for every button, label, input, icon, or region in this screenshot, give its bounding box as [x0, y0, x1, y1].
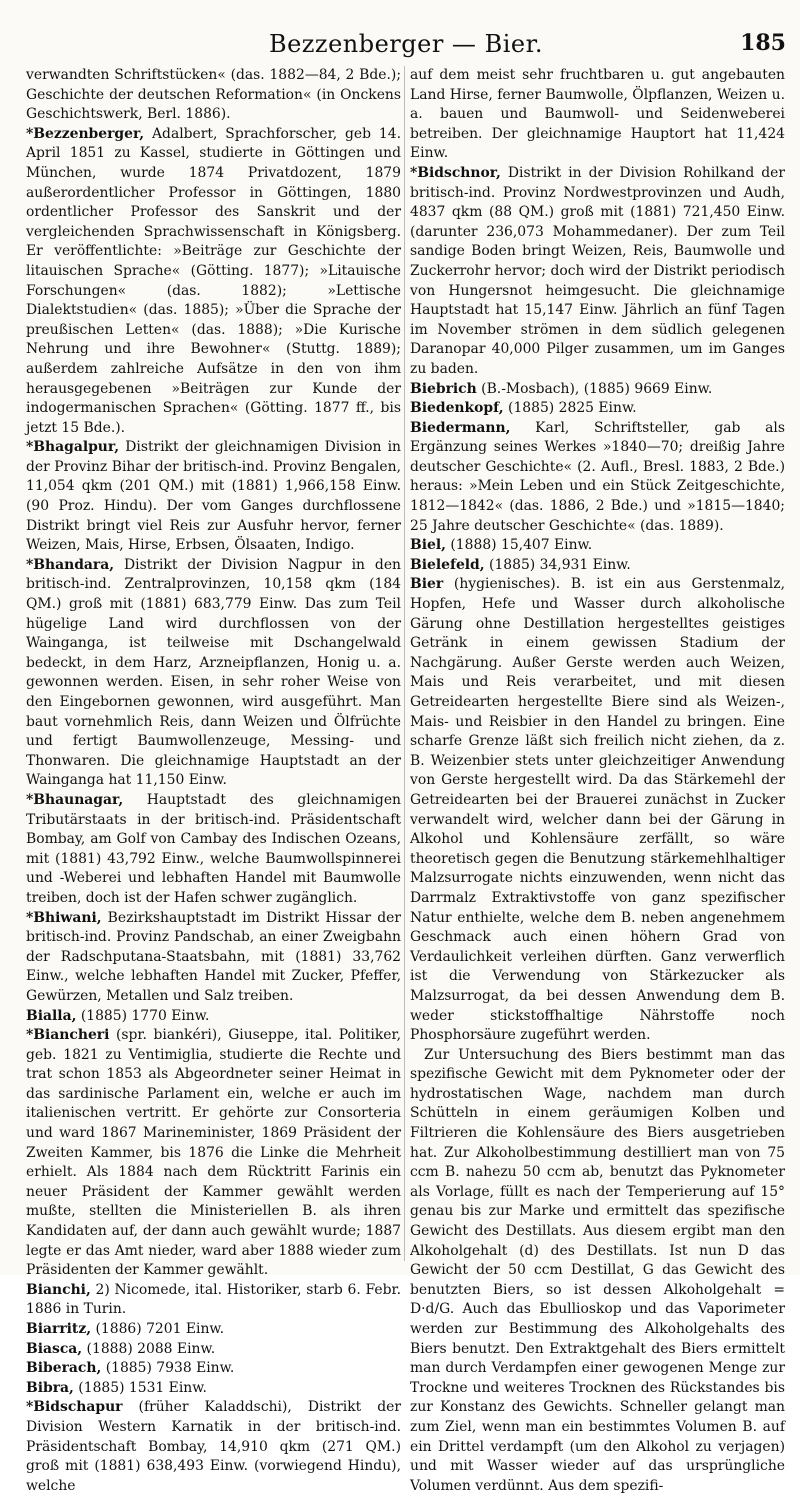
- entry-text: Distrikt in der Division Rohilkand der britisch-ind. Provinz Nordwestprovinzen und Audh, 4837 qkm (88 QM.) groß mit (1881) 721,450 Einw. (darunter 236,073 Mohammedaner). Der zum Teil sandige Boden bringt Weizen, Reis, Baumwolle und Zuckerrohr hervor; doch wird der Distrikt periodisch von Hungersnot heimgesucht. Die gleichnamige Hauptstadt hat 15,147 Einw. Jährlich an fünf Tagen im November strömen in dem südlich gelegenen Daranopar 40,000 Pilger zusammen, um im Ganges zu baden.: [410, 164, 785, 377]
- page-header: [26, 30, 786, 64]
- entry-text: auf dem meist sehr fruchtbaren u. gut angebauten Land Hirse, ferner Baumwolle, Ölpflanzen, Weizen u. a. bauen und Baumwoll- und Seidenweberei betreiben. Der gleichnamige Hauptort hat 11,424 Einw.: [410, 67, 785, 162]
- entry-text: (1885) 34,931 Einw.: [484, 556, 631, 573]
- entry-paragraph: [410, 575, 785, 1045]
- entry-paragraph: [26, 438, 401, 556]
- entry-text: (1888) 2088 Einw.: [82, 1340, 216, 1357]
- entry-paragraph: [26, 1340, 401, 1360]
- entry-paragraph: [26, 1320, 401, 1340]
- entry-text: Distrikt der Division Nagpur in den britisch-ind. Zentralprovinzen, 10,158 qkm (184 QM.) groß mit (1881) 683,779 Einw. Das zum Teil hügelige Land wird durchflossen von der Wainganga, ist teilweise mit Dschangelwald bedeckt, in dem Harz, Arzneipflanzen, Honig u. a. gewonnen werden. Eisen, in sehr roher Weise von den Eingebornen gewonnen, wird ausgeführt. Man baut vornehmlich Reis, dann Weizen und Ölfrüchte und fertigt Baumwollenzeuge, Messing- und Thonwaren. Die gleichnamige Hauptstadt an der Wainganga hat 11,150 Einw.: [26, 556, 401, 789]
- entry-headword: *Bidschapur: [26, 1399, 123, 1416]
- entry-text: (hygienisches). B. ist ein aus Gerstenmalz, Hopfen, Hefe und Wasser durch alkoholische Gärung ohne Destillation hergestelltes geistiges Getränk in einem gewissen Stadium der Nachgärung. Außer Gerste werden auch Weizen, Mais und Reis verarbeitet, und mit diesen Getreidearten hergestellte Biere sind als Weizen-, Mais- und Reisbier in den Handel zu bringen. Eine scharfe Grenze läßt sich freilich nicht ziehen, da z. B. Weizenbier stets unter gleichzeitiger Anwendung von Gerste hergestellt wird. Da das Stärkemehl der Getreidearten bei der Brauerei zunächst in Zucker verwandelt wird, welcher dann bei der Gärung in Alkohol und Kohlensäure zerfällt, so wäre theoretisch gegen die Benutzung stärkemehlhaltiger Malzsurrogate nichts einzuwenden, wenn nicht das Darrmalz Extraktivstoffe von ganz spezifischer Natur enthielte, welche dem B. neben angenehmem Geschmack auch einen höhern Grad von Verdaulichkeit verleihen dürften. Ganz verwerflich ist die Verwendung von Stärkezucker als Malzsurrogat, da bei dessen Anwendung dem B. weder stickstoffhaltige Nährstoffe noch Phosphorsäure zugeführt werden.: [410, 576, 785, 1044]
- entry-text: (spr. biankéri), Giuseppe, ital. Politiker, geb. 1821 zu Ventimiglia, studierte die Rechte und trat schon 1853 als Abgeordneter seiner Heimat in das sardinische Parlament ein, welche er auch im italienischen vertritt. Er gehörte zur Consorteria und ward 1867 Marineminister, 1869 Präsident der Zweiten Kammer, bis 1876 die Linke die Mehrheit erhielt. Als 1884 nach dem Rücktritt Farinis ein neuer Präsident der Kammer gewählt werden mußte, stellten die Ministeriellen B. als ihren Kandidaten auf, der dann auch gewählt wurde; 1887 legte er das Amt nieder, ward aber 1888 wieder zum Präsidenten der Kammer gewählt.: [26, 1027, 401, 1279]
- entry-headword: Biel,: [410, 537, 446, 554]
- entry-headword: *Bidschnor,: [410, 164, 501, 181]
- entry-text: (1888) 15,407 Einw.: [445, 537, 593, 554]
- entry-paragraph: [26, 1026, 401, 1281]
- entry-headword: *Biancheri: [26, 1027, 110, 1044]
- entry-headword: Biarritz,: [26, 1321, 92, 1337]
- entry-headword: *Bhiwani,: [26, 909, 102, 926]
- entry-text: Karl, Schriftsteller, gab als Ergänzung seines Werkes »1840—70; dreißig Jahre deutscher Geschichte« (2. Aufl., Bresl. 1883, 2 Bde.) heraus: »Mein Leben und ein Stück Zeitgeschichte, 1812—1842« (das. 1886, 2 Bde.) und »1815—1840; 25 Jahre deutscher Geschichte« (das. 1889).: [410, 419, 785, 534]
- entry-paragraph: [26, 125, 401, 439]
- entry-text: Adalbert, Sprachforscher, geb 14. April 1851 zu Kassel, studierte in Göttingen und München, wurde 1874 Privatdozent, 1879 außerordentlicher Professor in Göttingen, 1880 ordentlicher Professor des Sanskrit und der vergleichenden Sprachwissenschaft in Königsberg. Er veröffentlichte: »Beiträge zur Geschichte der litauischen Sprache« (Götting. 1877); »Litauische Forschungen« (das. 1882); »Lettische Dialektstudien« (das. 1885); »Über die Sprache der preußischen Letten« (das. 1888); »Die Kurische Nehrung und ihre Bewohner« (Stuttg. 1889); außerdem zahlreiche Aufsätze in den von ihm herausgegebenen »Beiträgen zur Kunde der indogermanischen Sprachen« (Götting. 1877 ff., bis jetzt 15 Bde.).: [26, 125, 401, 436]
- entry-headword: Biberach,: [26, 1360, 102, 1377]
- entry-paragraph: [410, 1046, 785, 1496]
- entry-paragraph: [26, 1379, 401, 1399]
- entry-headword: *Bhandara,: [26, 556, 115, 573]
- entry-text: (früher Kaladdschi), Distrikt der Division Western Karnatik in der britisch-ind. Präsidentschaft Bombay, 14,910 qkm (271 QM.) groß mit (1881) 638,493 Einw. (vorwiegend Hindu), welche: [26, 1399, 401, 1494]
- entry-headword: Biedenkopf,: [410, 400, 504, 417]
- entry-text: 2) Nicomede, ital. Historiker, starb 6. Febr. 1886 in Turin.: [26, 1281, 401, 1318]
- entry-headword: *Bhagalpur,: [26, 439, 120, 456]
- entry-headword: Bianchi,: [26, 1281, 91, 1298]
- page-number: 185: [740, 30, 786, 56]
- entry-text: (1885) 1770 Einw.: [76, 1007, 210, 1024]
- entry-paragraph: [26, 1359, 401, 1379]
- entry-headword: Bibra,: [26, 1379, 74, 1396]
- left-column: [26, 66, 401, 1494]
- entry-headword: *Bezzenberger,: [26, 125, 145, 142]
- entry-headword: Biedermann,: [410, 419, 511, 436]
- entry-text: Bezirkshauptstadt im Distrikt Hissar der britisch-ind. Provinz Pandschab, an einer Zweigbahn der Radschputana-Staatsbahn, mit (1881) 33,762 Einw., welche lebhaften Handel mit Zucker, Pfeffer, Gewürzen, Metallen und Salz treiben.: [26, 909, 401, 1004]
- entry-text: (B.-Mosbach), (1885) 9669 Einw.: [476, 380, 713, 397]
- entry-text: (1886) 7201 Einw.: [91, 1321, 225, 1337]
- entry-text: (1885) 2825 Einw.: [503, 400, 637, 417]
- entry-paragraph: [26, 791, 401, 909]
- entry-paragraph: [410, 66, 785, 164]
- entry-paragraph: [410, 399, 785, 419]
- entry-text: Zur Untersuchung des Biers bestimmt man das spezifische Gewicht mit dem Pyknometer oder der hydrostatischen Wage, nachdem man durch Schütteln in einem geräumigen Kolben und Filtrieren die Kohlensäure des Biers ausgetrieben hat. Zur Alkoholbestimmung destilliert man von 75 ccm B. nahezu 50 ccm ab, benutzt das Pyknometer als Vorlage, füllt es nach der Temperierung auf 15° genau bis zur Marke und ermittelt das spezifische Gewicht des Destillats. Aus diesem ergibt man den Alkoholgehalt (d) des Destillats. Ist nun D das Gewicht der 50 ccm Destillat, G das Gewicht des benutzten Biers, so ist dessen Alkoholgehalt = D·d/G. Auch das Ebullioskop und das Vaporimeter werden zur Bestimmung des Alkoholgehalts des Biers benutzt. Den Extraktgehalt des Biers ermittelt man durch Verdampfen einer gewogenen Menge zur Trockne und weiteres Trocknen des Rückstandes bis zur Konstanz des Gewichts. Schneller gelangt man zum Ziel, wenn man ein bestimmtes Volumen B. auf ein Drittel verdampft (um den Alkohol zu verjagen) und mit Wasser wieder auf das ursprüngliche Volumen verdünnt. Aus dem spezifi-: [410, 1046, 785, 1494]
- entry-headword: *Bhaunagar,: [26, 791, 124, 808]
- entry-text: Hauptstadt des gleichnamigen Tributärstaats in der britisch-ind. Präsidentschaft Bombay, am Golf von Cambay des Indischen Ozeans, mit (1881) 43,792 Einw., welche Baumwollspinnerei und -Weberei und lebhaften Handel mit Baumwolle treiben, doch ist der Hafen schwer zugänglich.: [26, 791, 401, 906]
- entry-paragraph: [26, 909, 401, 1007]
- running-head: Bezzenberger — Bier.: [268, 30, 544, 58]
- entry-headword: Biasca,: [26, 1340, 83, 1357]
- entry-text: verwandten Schriftstücken« (das. 1882—84, 2 Bde.); Geschichte der deutschen Reformation« (in Onckens Geschichtswerk, Berl. 1886).: [26, 67, 401, 123]
- entry-paragraph: [410, 556, 785, 576]
- right-column: [410, 66, 785, 1494]
- entry-paragraph: [26, 1007, 401, 1027]
- entry-paragraph: [410, 380, 785, 400]
- entry-text: (1885) 7938 Einw.: [101, 1360, 235, 1377]
- entry-paragraph: [26, 556, 401, 791]
- entry-headword: Biebrich: [410, 380, 477, 397]
- entry-headword: Bialla,: [26, 1007, 77, 1024]
- entry-paragraph: [410, 164, 785, 380]
- entry-paragraph: [26, 1398, 401, 1496]
- entry-text: (1885) 1531 Einw.: [73, 1379, 207, 1396]
- entry-paragraph: [410, 419, 785, 537]
- column-divider: [404, 66, 405, 1261]
- entry-headword: Bielefeld,: [410, 556, 485, 573]
- entry-text: Distrikt der gleichnamigen Division in der Provinz Bihar der britisch-ind. Provinz Bengalen, 11,054 qkm (201 QM.) mit (1881) 1,966,158 Einw. (90 Proz. Hindu). Der vom Ganges durchflossene Distrikt bringt viel Reis zur Ausfuhr hervor, ferner Weizen, Mais, Hirse, Erbsen, Ölsaaten, Indigo.: [26, 439, 401, 554]
- entry-paragraph: [26, 1281, 401, 1320]
- entry-headword: Bier: [410, 576, 444, 593]
- entry-paragraph: [26, 66, 401, 125]
- entry-paragraph: [410, 536, 785, 556]
